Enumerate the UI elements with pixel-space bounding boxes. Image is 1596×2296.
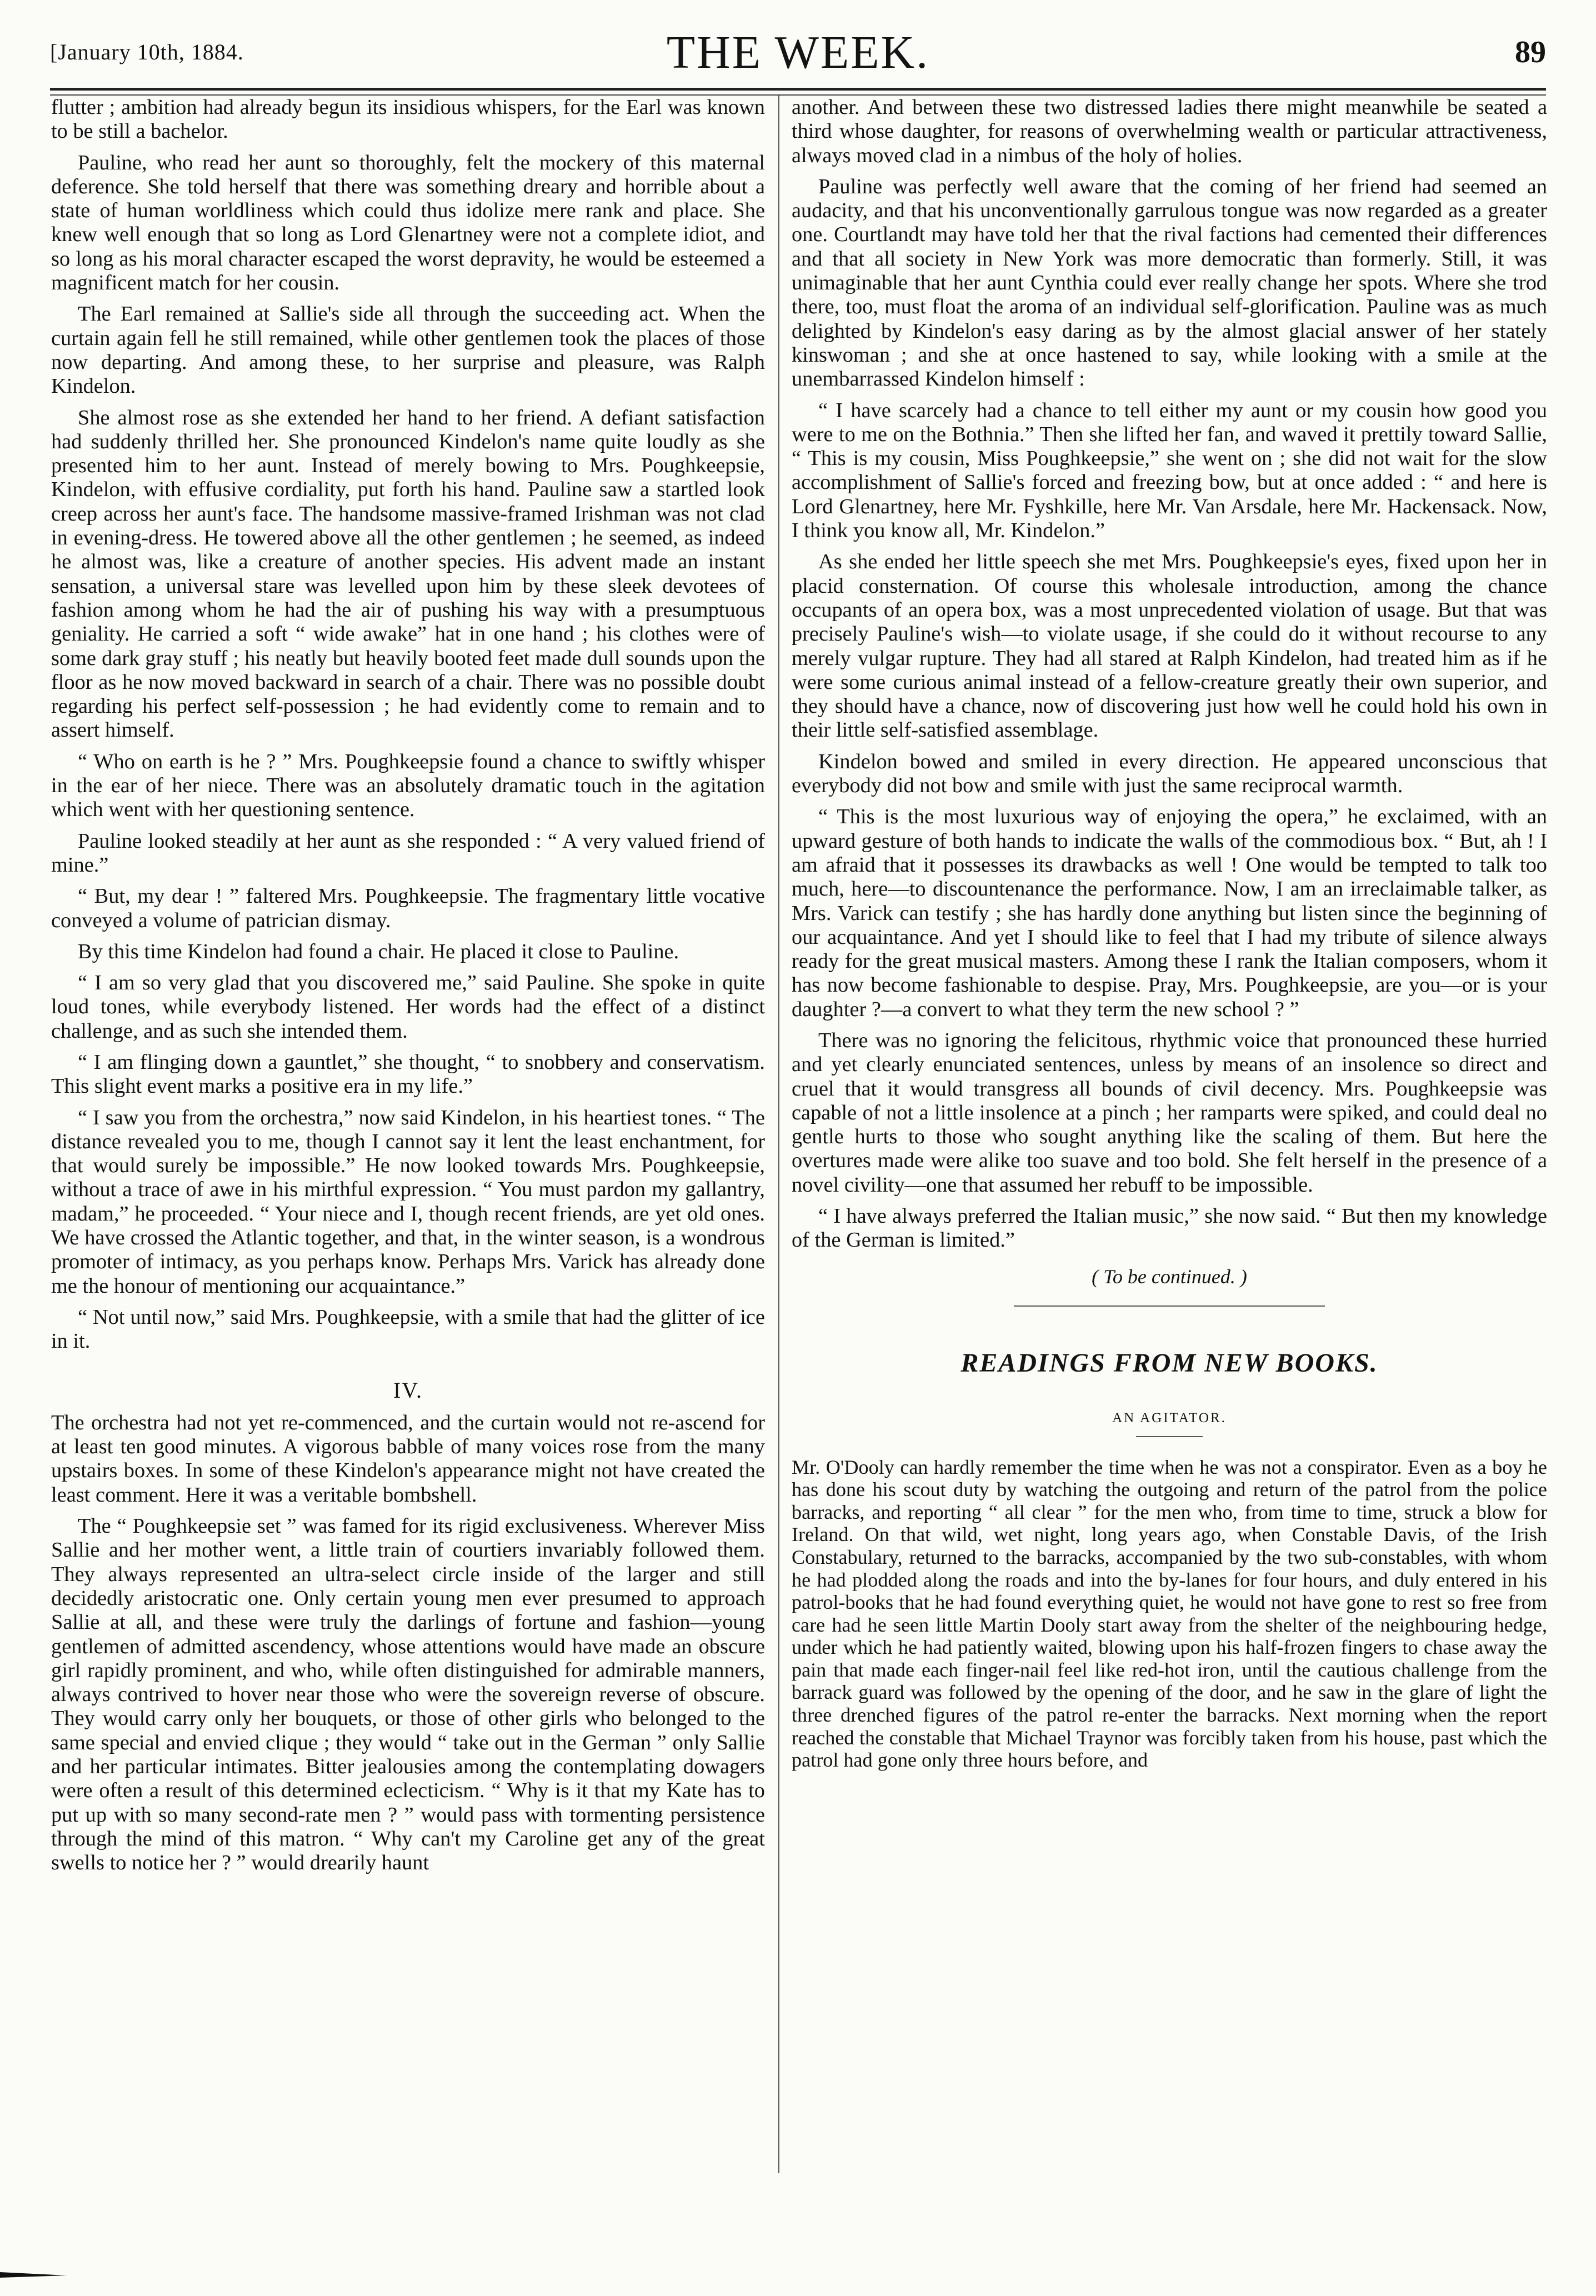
paragraph: There was no ignoring the felicitous, rhythmic voice that pronounced these hurried and yet clearly enunciated sentences, unless by means of an insolence so direct and cruel that it would transgress all bounds of civil decency. Mrs. Poughkeepsie was capable of not a little insolence at a pinch ; her ramparts were spiked, and could deal no gentle hurts to those who sought anything like the scaling of them. But here the overtures made were alike too suave and too bold. She felt herself in the presence of a novel civility—one that assumed her rebuff to be impossible. bbox=[792, 1028, 1547, 1197]
paragraph: By this time Kindelon had found a chair. He placed it close to Pauline. bbox=[78, 939, 679, 963]
column-divider bbox=[778, 96, 779, 2173]
masthead-rule-thick bbox=[50, 88, 1546, 91]
article-subtitle: AN AGITATOR. bbox=[1112, 1410, 1227, 1426]
paragraph: “ I am so very glad that you discovered me,” said Pauline. She spoke in quite loud tones, while everybody listened. Her words had the effect of a distinct challenge, and as such she intended them. bbox=[51, 971, 765, 1043]
paragraph: Pauline, who read her aunt so thoroughly, felt the mockery of this maternal deference. She told herself that there was something dreary and horrible about a state of human worldliness which could thus idolize mere rank and place. She knew well enough that so long as Lord Glenartney were not a complete idiot, and so long as his moral character escaped the worst depravity, he would be esteemed a magnificent match for her cousin. bbox=[51, 151, 765, 295]
paragraph: The Earl remained at Sallie's side all through the succeeding act. When the curtain again fell he still remained, while other gentlemen took the places of those now departing. And among these, to her surprise and pleasure, was Ralph Kindelon. bbox=[51, 302, 765, 398]
paragraph: Pauline was perfectly well aware that the coming of her friend had seemed an audacity, and that his unconventionally garrulous tongue was now regarded as a greater one. Courtlandt may have told her that the rival factions had cemented their differences and that all society in New York was more democratic than formerly. Still, it was unimaginable that her aunt Cynthia could ever really change her spots. Where she trod there, too, must float the aroma of an individual self-glorification. Pauline was as much delighted by Kindelon's easy daring as by the almost glacial answer of her stately kinswoman ; and she at once hastened to say, while looking with a smile at the unembarrassed Kindelon himself : bbox=[792, 174, 1547, 391]
paragraph: “ I am flinging down a gauntlet,” she thought, “ to snobbery and conservatism. This slight event marks a positive era in my life.” bbox=[51, 1050, 765, 1098]
left-column bbox=[51, 96, 765, 1882]
paragraph: “ But, my dear ! ” faltered Mrs. Poughkeepsie. The fragmentary little vocative conveyed a volume of patrician dismay. bbox=[51, 884, 765, 932]
paragraph: Pauline looked steadily at her aunt as she responded : “ A very valued friend of mine.” bbox=[51, 829, 765, 877]
paragraph: “ I have scarcely had a chance to tell either my aunt or my cousin how good you were to me on the Bothnia.” Then she lifted her fan, and waved it prettily toward Sallie, “ This is my cousin, Miss Poughkeepsie,” she went on ; she did not wait for the slow accomplishment of Sallie's forced and freezing bow, but at once added : “ and here is Lord Glenartney, here Mr. Fyshkille, here Mr. Van Arsdale, here Mr. Hackensack. Now, I think you know all, Mr. Kindelon.” bbox=[792, 398, 1547, 543]
publication-title: THE WEEK. bbox=[666, 27, 930, 78]
paragraph: “ Who on earth is he ? ” Mrs. Poughkeepsie found a chance to swiftly whisper in the ear of her niece. There was an absolutely dramatic touch in the agitation which went with her questioning sentence. bbox=[51, 749, 765, 822]
paragraph: She almost rose as she extended her hand to her friend. A defiant satisfaction had suddenly thrilled her. She pronounced Kindelon's name quite loudly as she presented him to her aunt. Instead of merely bowing to Mrs. Poughkeepsie, Kindelon, with effusive cordiality, put forth his hand. Pauline saw a startled look creep across her aunt's face. The handsome massive-framed Irishman was not clad in evening-dress. He towered above all the other gentlemen ; he seemed, as indeed he almost was, like a creature of another species. His advent made an instant sensation, a universal stare was levelled upon him by these sleek devotees of fashion among whom he had the air of pushing his way with a presumptuous geniality. He carried a soft “ wide awake” hat in one hand ; his clothes were of some dark gray stuff ; his neatly but heavily booted feet made dull sounds upon the floor as he now moved backward in search of a chair. There was no possible doubt regarding his perfect self-possession ; he had evidently come to remain and to assert himself. bbox=[51, 406, 765, 742]
issue-date: [January 10th, 1884. bbox=[50, 39, 244, 64]
paragraph: “ I have always preferred the Italian music,” she now said. “ But then my knowledge of the German is limited.” bbox=[792, 1204, 1547, 1252]
paragraph: flutter ; ambition had already begun its insidious whispers, for the Earl was known to be still a bachelor. bbox=[51, 96, 765, 143]
paragraph: As she ended her little speech she met Mrs. Poughkeepsie's eyes, fixed upon her in placid consternation. Of course this wholesale introduction, among the chance occupants of an opera box, was a most unprecedented violation of usage. But that was precisely Pauline's wish—to violate usage, if she could do it without recourse to any merely vulgar rupture. They had all stared at Ralph Kindelon, had treated him as if he were some curious animal instead of a fellow-creature greatly their own superior, and they should have a chance, now of discovering just how well he could hold his own in their little self-satisfied assemblage. bbox=[792, 550, 1547, 742]
page-number: 89 bbox=[1515, 35, 1546, 69]
masthead bbox=[50, 22, 1546, 100]
to-be-continued-note: ( To be continued. ) bbox=[1092, 1265, 1247, 1288]
chapter-section-number: IV. bbox=[393, 1377, 423, 1403]
paragraph: “ I saw you from the orchestra,” now said Kindelon, in his heartiest tones. “ The distance revealed you to me, though I cannot say it lent the least enchantment, for that would surely be impossible.” He now looked towards Mrs. Poughkeepsie, without a trace of awe in his mirthful expression. “ You must pardon my gallantry, madam,” he proceeded. “ Your niece and I, though recent friends, are yet old ones. We have crossed the Atlantic together, and that, in the winter season, is a wondrous promoter of intimacy, as you perhaps know. Perhaps Mrs. Varick has already done me the honour of mentioning our acquaintance.” bbox=[51, 1106, 765, 1298]
paragraph: “ This is the most luxurious way of enjoying the opera,” he exclaimed, with an upward gesture of both hands to indicate the walls of the commodious box. “ But, ah ! I am afraid that it possesses its drawbacks as well ! One would be tempted to talk too much, here—to discountenance the performance. Now, I am an irreclaimable talker, as Mrs. Varick can testify ; she has hardly done anything but listen since the beginning of our acquaintance. And yet I should like to feel that I had my tribute of silence always ready for the great musical masters. Among these I rank the Italian composers, whom it has now become fashionable to despise. Pray, Mrs. Poughkeepsie, are you—or is your daughter ?—a convert to what they term the new school ? ” bbox=[792, 805, 1547, 1021]
paragraph: The orchestra had not yet re-commenced, and the curtain would not re-ascend for at least ten good minutes. A vigorous babble of many voices rose from the many upstairs boxes. In some of these Kindelon's appearance might not have created the least comment. Here it was a veritable bombshell. bbox=[51, 1410, 765, 1507]
right-column bbox=[792, 96, 1547, 1779]
paragraph: another. And between these two distressed ladies there might meanwhile be seated a third whose daughter, for reasons of overwhelming wealth or particular attractiveness, always moved clad in a nimbus of the holy of holies. bbox=[792, 96, 1547, 167]
page-corner-mark bbox=[0, 2271, 78, 2278]
subtitle-rule bbox=[1136, 1436, 1203, 1437]
paragraph: Kindelon bowed and smiled in every direction. He appeared unconscious that everybody did not bow and smile with just the same reciprocal warmth. bbox=[792, 749, 1547, 798]
paragraph: Mr. O'Dooly can hardly remember the time when he was not a conspirator. Even as a boy he has done his scout duty by watching the outgoing and return of the patrol from the police barracks, and reporting “ all clear ” for the men who, from time to time, struck a blow for Ireland. On that wild, wet night, long years ago, when Constable Davis, of the Irish Constabulary, returned to the barracks, accompanied by the two sub-constables, with whom he had plodded along the roads and into the by-lanes for four hours, and duly entered in his patrol-books that he had found everything quiet, he would not have gone to rest so free from care had he seen little Martin Dooly start away from the shelter of the neighbouring hedge, under which he had patiently waited, blowing upon his half-frozen fingers to chase away the pain that made each finger-nail feel like red-hot iron, until the cautious challenge from the barrack guard was followed by the opening of the door, and he saw in the glare of light the three drenched figures of the patrol re-enter the barracks. Next morning when the report reached the constable that Michael Traynor was forcibly taken from his house, past which the patrol had gone only three hours before, and bbox=[792, 1455, 1547, 1772]
section-heading: READINGS FROM NEW BOOKS. bbox=[960, 1348, 1378, 1378]
paragraph: The “ Poughkeepsie set ” was famed for its rigid exclusiveness. Wherever Miss Sallie and her mother went, a little train of courtiers invariably followed them. They always represented an ultra-select circle inside of the larger and still decidedly aristocratic one. Only certain young men ever presumed to approach Sallie at all, and these were truly the darlings of fortune and fashion—young gentlemen of admitted ascendency, whose attentions would have made an obscure girl rapidly prominent, and who, while often distinguished for admirable manners, always contrived to hover near those who were the sovereign reverse of obscure. They would carry only her bouquets, or those of other girls who belonged to the same special and envied clique ; they would “ take out in the German ” only Sallie and her particular intimates. Bitter jealousies among the contemplating dowagers were often a result of this determined eclecticism. “ Why is it that my Kate has to put up with so many second-rate men ? ” would pass with tormenting persistence through the mind of this matron. “ Why can't my Caroline get any of the great swells to notice her ? ” would drearily haunt bbox=[51, 1514, 765, 1875]
paragraph: “ Not until now,” said Mrs. Poughkeepsie, with a smile that had the glitter of ice in it. bbox=[51, 1305, 765, 1353]
section-divider bbox=[1014, 1305, 1325, 1307]
